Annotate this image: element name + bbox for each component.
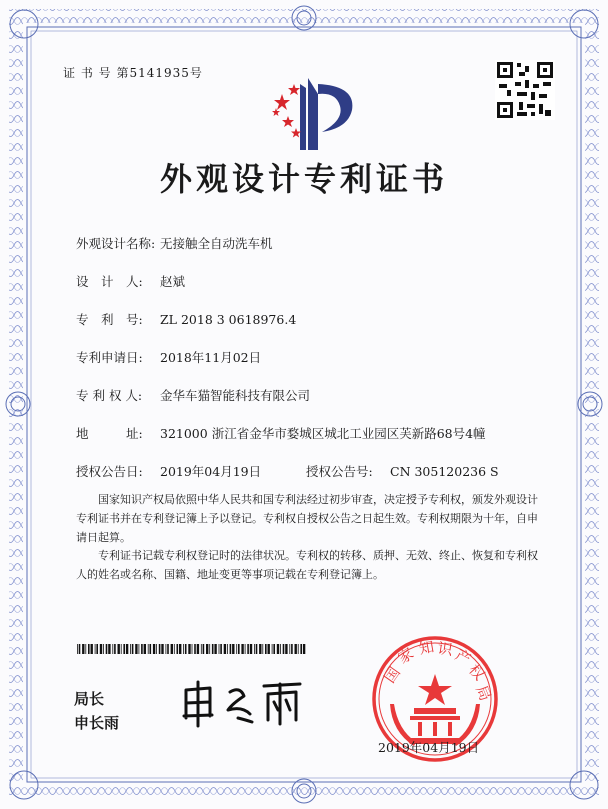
field-label: 专 利 号: bbox=[76, 312, 143, 327]
svg-text:知: 知 bbox=[417, 637, 436, 658]
svg-text:识: 识 bbox=[436, 639, 454, 660]
field-grant-number bbox=[306, 462, 499, 480]
field-value: 无接触全自动洗车机 bbox=[160, 236, 273, 251]
field-value: 金华车猫智能科技有限公司 bbox=[160, 388, 311, 403]
field-label: 外观设计名称: bbox=[76, 236, 156, 251]
field-label: 授权公告号: bbox=[306, 464, 373, 479]
svg-text:产: 产 bbox=[452, 645, 474, 669]
field-grant-date bbox=[76, 462, 261, 480]
certificate-title: 外观设计专利证书 bbox=[159, 160, 448, 198]
field-patentee bbox=[76, 386, 310, 404]
svg-text:权: 权 bbox=[465, 660, 489, 684]
field-value: 321000 浙江省金华市婺城区城北工业园区芙新路68号4幢 bbox=[160, 426, 486, 441]
statement-paragraph: 国家知识产权局依照中华人民共和国专利法经过初步审查，决定授予专利权，颁发外观设计专利证书并在专利登记簿上予以登记。专利权自授权公告之日起生效。专利权期限为十年，自申请日起算。 bbox=[76, 493, 538, 544]
qr-code-icon bbox=[495, 60, 555, 120]
signatory-name: 申长雨 bbox=[74, 714, 120, 732]
barcode-icon bbox=[77, 644, 307, 654]
legal-status-paragraph: 专利证书记载专利权登记时的法律状况。专利权的转移、质押、无效、终止、恢复和专利权人的姓名或名称、国籍、地址变更等事项记载在专利登记簿上。 bbox=[76, 549, 538, 581]
field-value: 2018年11月02日 bbox=[160, 350, 262, 365]
svg-text:局: 局 bbox=[472, 682, 495, 704]
certificate-content bbox=[40, 46, 568, 766]
field-designer bbox=[76, 272, 185, 290]
field-value: 2019年04月19日 bbox=[160, 464, 262, 479]
seal-date: 2019年04月19日 bbox=[378, 740, 480, 755]
field-value: CN 305120236 S bbox=[390, 464, 499, 479]
field-design-name bbox=[76, 234, 273, 252]
cnipa-logo-icon bbox=[260, 64, 370, 164]
field-label: 地 址: bbox=[76, 426, 143, 441]
field-value: ZL 2018 3 0618976.4 bbox=[160, 312, 297, 327]
field-address bbox=[76, 424, 486, 442]
field-label: 设 计 人: bbox=[76, 274, 143, 289]
svg-text:家: 家 bbox=[394, 644, 417, 668]
field-label: 授权公告日: bbox=[76, 464, 143, 479]
svg-text:国: 国 bbox=[380, 663, 404, 687]
field-patent-number bbox=[76, 310, 296, 328]
field-value: 赵斌 bbox=[160, 274, 186, 289]
signatory-title: 局长 bbox=[74, 690, 105, 708]
field-application-date bbox=[76, 348, 261, 366]
handwritten-signature bbox=[180, 678, 320, 728]
field-label: 专 利 权 人: bbox=[76, 388, 143, 403]
certificate-number: 证 书 号 第5141935号 bbox=[63, 66, 203, 80]
field-label: 专利申请日: bbox=[76, 350, 143, 365]
